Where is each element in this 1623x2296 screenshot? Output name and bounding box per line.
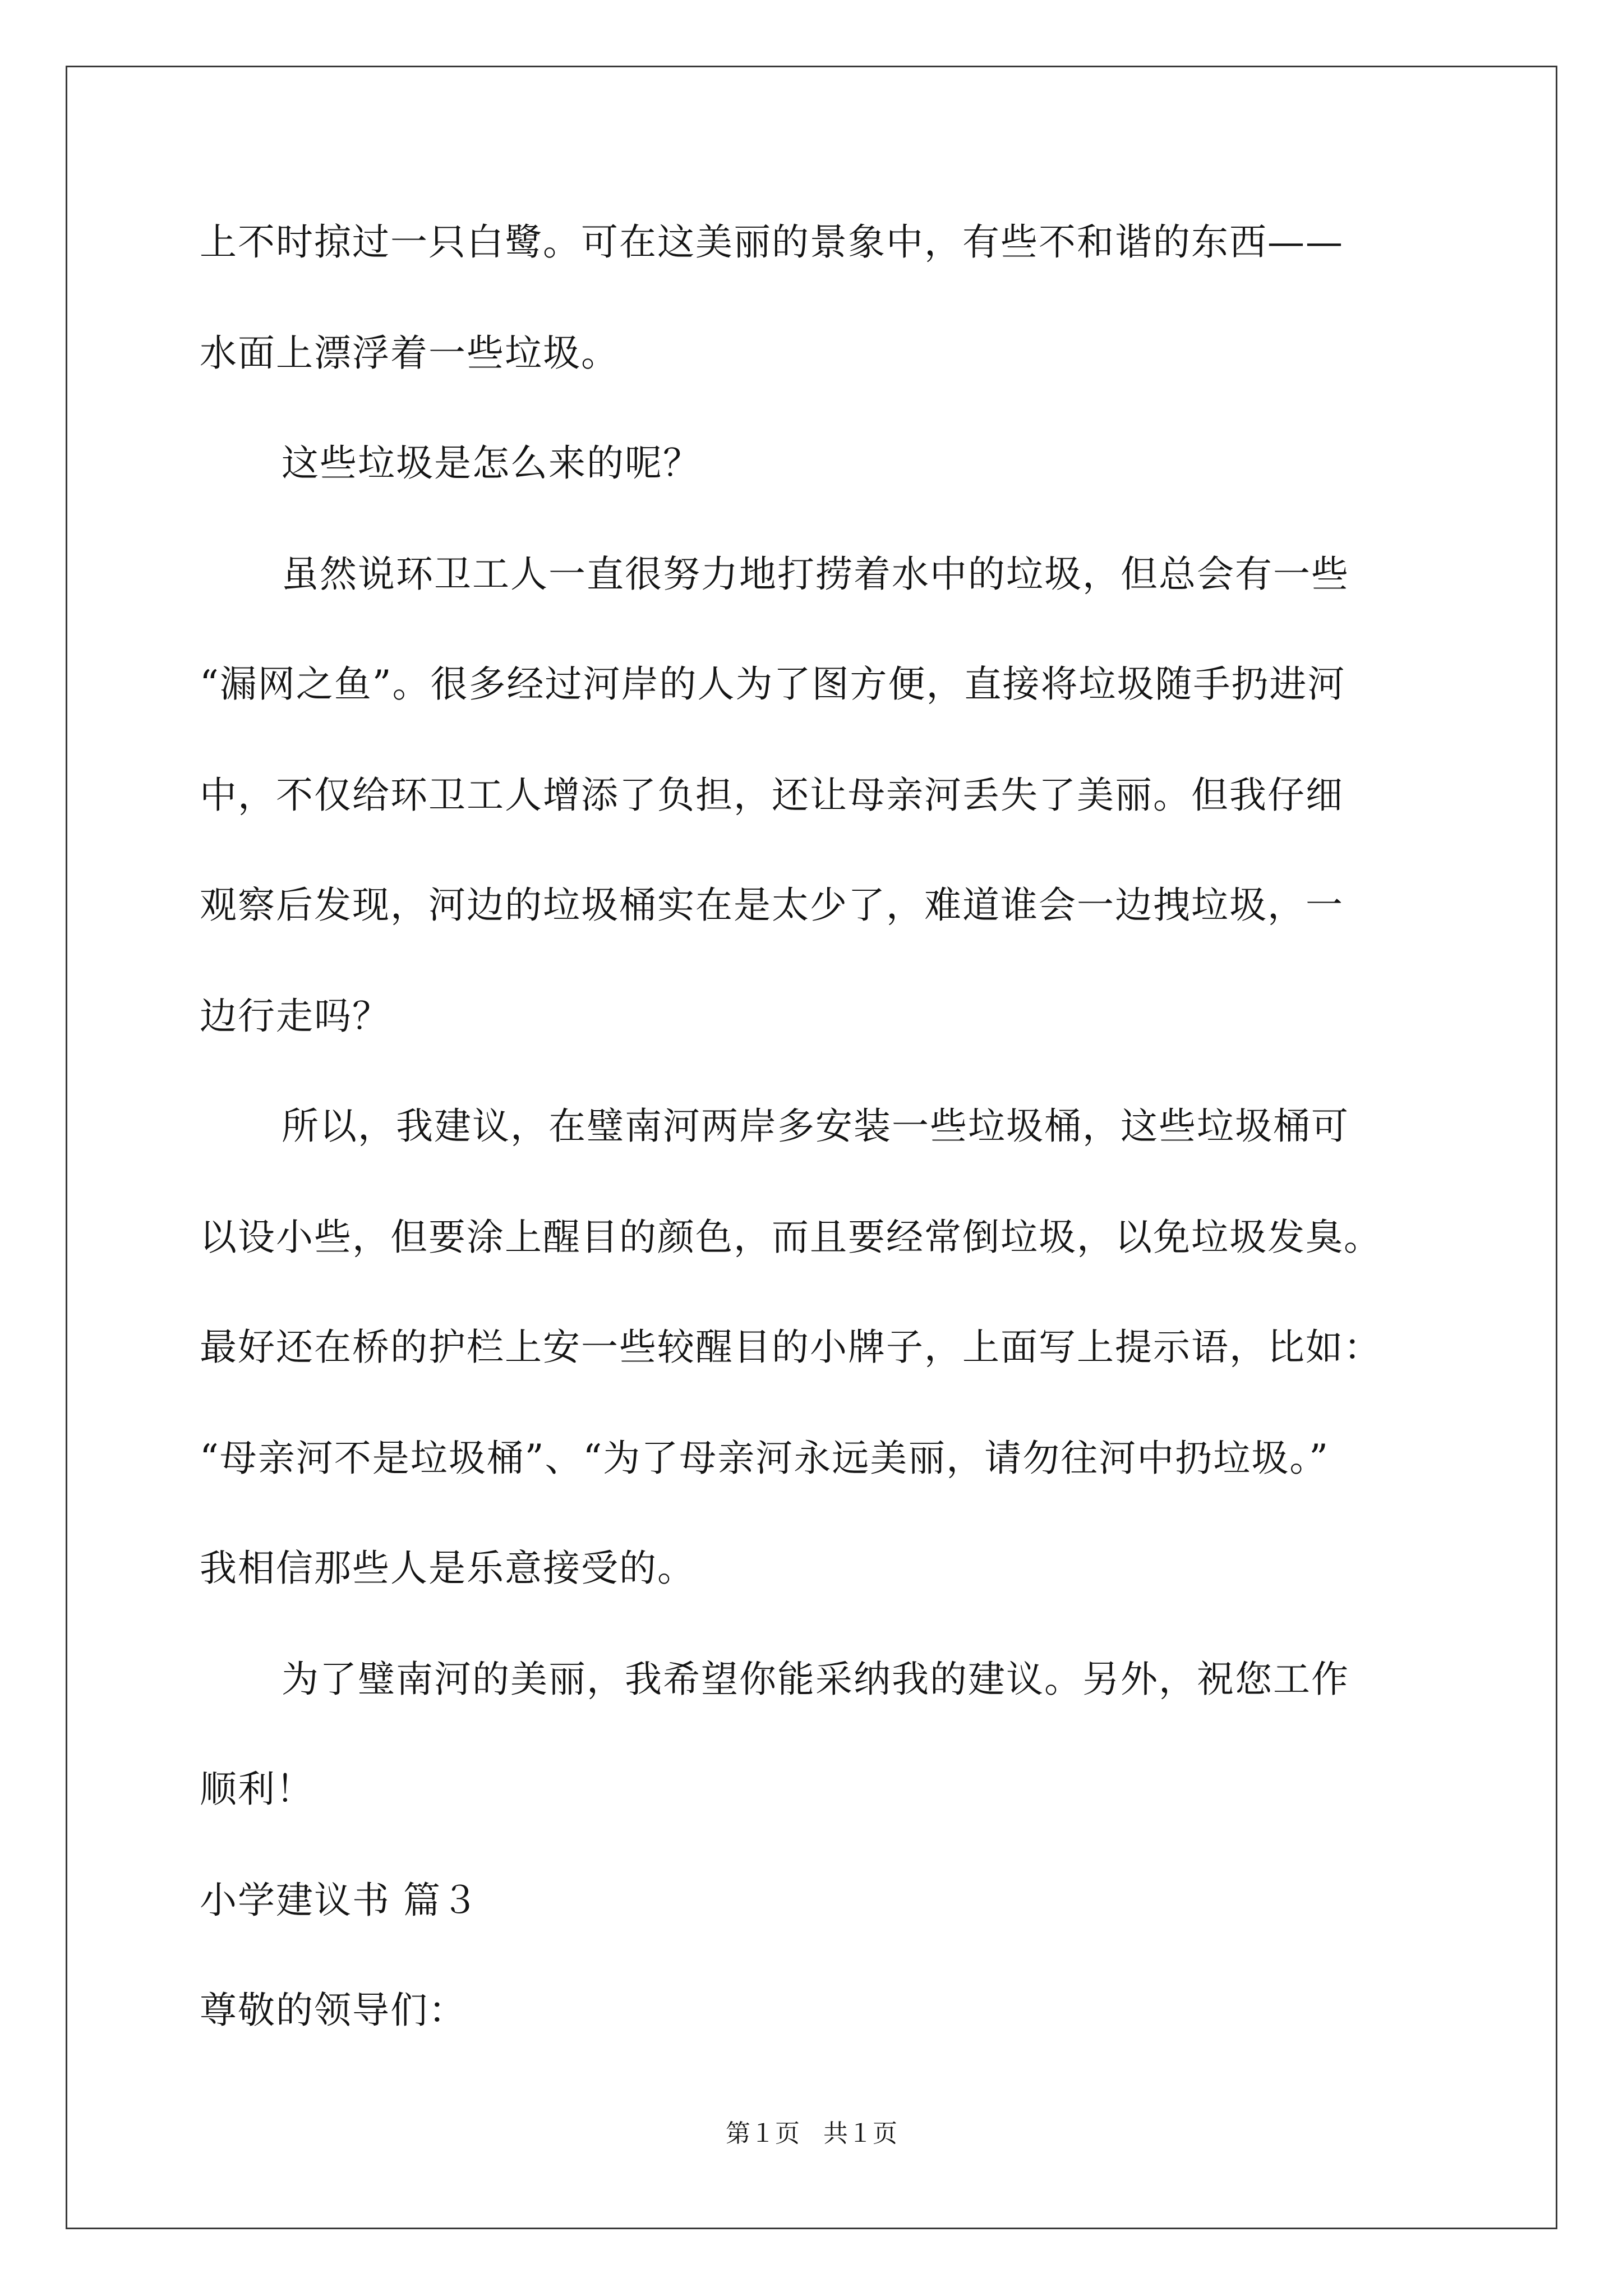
text-line-13: 我相信那些人是乐意接受的。 (200, 1547, 695, 1590)
text-line-15: 顺利！ (200, 1768, 314, 1811)
text-line-1: 上不时掠过一只白鹭。可在这美丽的景象中，有些不和谐的东西—— (200, 220, 1344, 264)
text-line-7: 观察后发现，河边的垃圾桶实在是太少了，难道谁会一边拽垃圾，一 (200, 884, 1344, 927)
text-line-8: 边行走吗？ (200, 995, 390, 1038)
text-line-5: “漏网之鱼”。很多经过河岸的人为了图方便，直接将垃圾随手扔进河 (200, 662, 1346, 706)
text-line-14: 为了璧南河的美丽，我希望你能采纳我的建议。另外，祝您工作 (282, 1658, 1349, 1701)
text-line-4: 虽然说环卫工人一直很努力地打捞着水中的垃圾，但总会有一些 (282, 553, 1349, 596)
salutation: 尊敬的领导们： (200, 1989, 467, 2032)
text-line-2: 水面上漂浮着一些垃圾。 (200, 332, 619, 375)
section-heading: 小学建议书 篇３ (200, 1879, 479, 1922)
text-line-11: 最好还在桥的护栏上安一些较醒目的小牌子，上面写上提示语，比如： (200, 1326, 1382, 1369)
page-number-footer: 第１页 共１页 (726, 2119, 897, 2148)
text-line-10: 以设小些，但要涂上醒目的颜色，而且要经常倒垃圾，以免垃圾发臭。 (200, 1216, 1382, 1259)
text-line-12: “母亲河不是垃圾桶”、“为了母亲河永远美丽，请勿往河中扔垃圾。” (200, 1437, 1329, 1480)
text-line-9: 所以，我建议，在璧南河两岸多安装一些垃圾桶，这些垃圾桶可 (282, 1105, 1349, 1148)
text-line-6: 中，不仅给环卫工人增添了负担，还让母亲河丢失了美丽。但我仔细 (200, 774, 1344, 817)
text-line-3: 这些垃圾是怎么来的呢？ (282, 441, 701, 485)
